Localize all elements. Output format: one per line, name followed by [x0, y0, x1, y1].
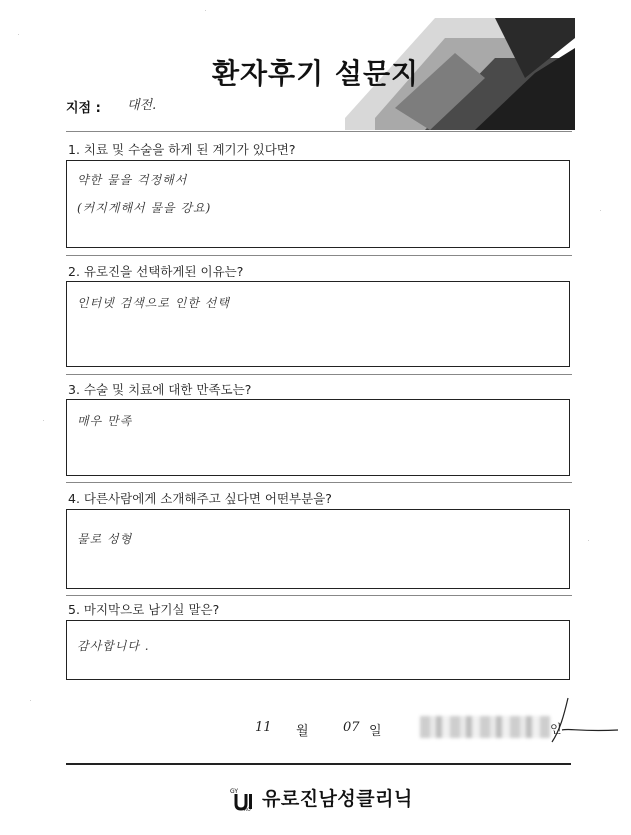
answer-4-line-1: 물로 성형	[77, 532, 133, 546]
clinic-logo-icon	[230, 785, 258, 811]
month-value: 11	[255, 720, 272, 735]
answer-box-3	[66, 399, 570, 476]
redacted-name	[420, 716, 550, 738]
day-value: 07	[343, 720, 360, 735]
answer-1-line-2: (커지게해서 물을 강요)	[77, 201, 212, 215]
answer-3-line-1: 매우 만족	[77, 414, 133, 428]
question-2-label: 2. 유로진을 선택하게된 이유는?	[68, 264, 244, 279]
section-divider	[66, 595, 572, 596]
section-divider	[66, 374, 572, 375]
branch-value: 대전.	[127, 98, 157, 113]
answer-1-line-1: 약한 물을 걱정해서	[77, 173, 188, 187]
section-divider	[66, 131, 572, 132]
bottom-rule	[66, 763, 571, 765]
svg-text:GY: GY	[230, 787, 239, 795]
signature-mark: 인	[550, 722, 562, 736]
branch-label: 지점 :	[66, 101, 101, 116]
question-4-label: 4. 다른사람에게 소개해주고 싶다면 어떤부분을?	[68, 491, 332, 506]
answer-box-5	[66, 620, 570, 680]
day-label: 일	[369, 724, 382, 739]
answer-box-2	[66, 281, 570, 367]
answer-5-line-1: 감사합니다 .	[77, 639, 150, 653]
section-divider	[66, 255, 572, 256]
signature-scribble	[540, 690, 620, 750]
question-5-label: 5. 마지막으로 남기실 말은?	[68, 602, 220, 617]
clinic-name: 유로진남성클리닉	[262, 788, 413, 810]
question-3-label: 3. 수술 및 치료에 대한 만족도는?	[68, 382, 252, 397]
answer-2-line-1: 인터넷 검색으로 인한 선택	[77, 296, 230, 310]
question-1-label: 1. 치료 및 수술을 하게 된 계기가 있다면?	[68, 142, 296, 157]
page-title: 환자후기 설문지	[211, 57, 420, 90]
svg-text:RO: RO	[244, 807, 251, 811]
answer-box-1	[66, 160, 570, 248]
footer-logo	[230, 784, 413, 811]
section-divider	[66, 482, 572, 483]
month-label: 월	[296, 724, 309, 739]
answer-box-4	[66, 509, 570, 589]
